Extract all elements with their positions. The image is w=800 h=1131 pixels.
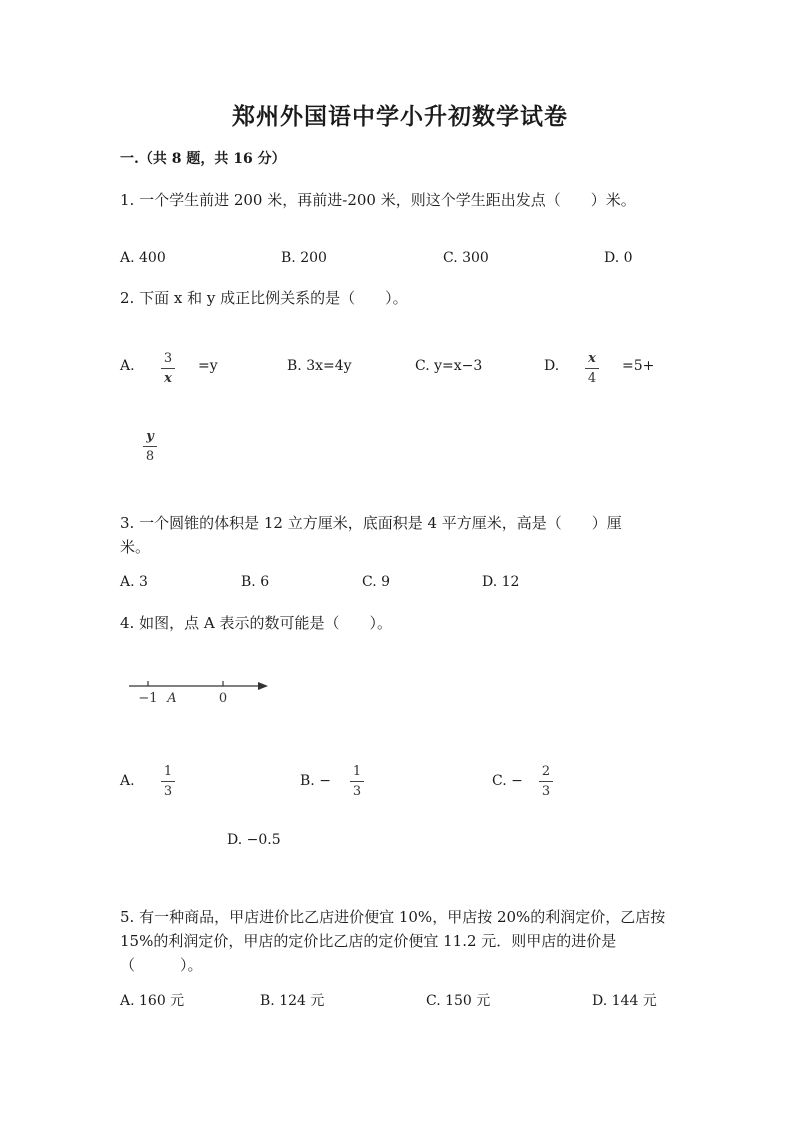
question-2-option-a-fraction [161,351,175,386]
question-2-option-c: C. y=x−3 [415,358,483,374]
fraction-bar [585,368,599,369]
question-4-text: 4. 如图，点 A 表示的数可能是（ ）。 [120,614,392,632]
fraction-numerator: 1 [163,764,173,779]
fraction-bar [539,781,553,782]
question-4-option-a-fraction [161,764,175,799]
question-4-option-c-fraction [539,764,553,799]
fraction-bar [143,446,157,447]
question-4-option-c-label: C. − [492,773,523,789]
question-5-option-b: B. 124 元 [260,993,325,1009]
question-2-option-d-fraction-2 [143,429,157,464]
question-1-text: 1. 一个学生前进 200 米，再前进-200 米，则这个学生距出发点（ ）米。 [120,191,636,209]
question-5-text-line-2: 15%的利润定价，甲店的定价比乙店的定价便宜 11.2 元．则甲店的进价是 [120,932,617,950]
question-2-option-d-tail: =5+ [622,358,655,374]
number-line-arrow [258,682,268,690]
question-2-option-d-fraction [585,351,599,386]
fraction-numerator: y [146,429,154,444]
fraction-denominator: 3 [541,784,551,799]
question-1-option-d: D. 0 [604,250,633,266]
question-1-option-c: C. 300 [443,250,489,266]
question-3-option-b: B. 6 [241,574,270,590]
fraction-numerator: 2 [541,764,551,779]
fraction-numerator: 1 [352,764,362,779]
fraction-denominator: 3 [163,784,173,799]
question-1-option-a: A. 400 [120,250,166,266]
question-4-option-b-fraction [350,764,364,799]
question-5-option-c: C. 150 元 [426,993,491,1009]
fraction-bar [350,781,364,782]
question-2-option-b: B. 3x=4y [287,358,352,374]
fraction-denominator: x [164,371,172,386]
number-line-label-zero: 0 [218,691,228,706]
question-4-option-b-label: B. − [300,773,331,789]
question-4-option-d: D. −0.5 [227,832,281,848]
page-title: 郑州外国语中学小升初数学试卷 [232,103,568,130]
question-5-text-line-1: 5. 有一种商品，甲店进价比乙店进价便宜 10%，甲店按 20%的利润定价，乙店按 [120,908,666,926]
question-3-option-c: C. 9 [362,574,391,590]
question-3-option-d: D. 12 [482,574,520,590]
fraction-bar [161,781,175,782]
fraction-denominator: 4 [587,371,597,386]
number-line-label-minus-one: −1 [138,691,158,706]
question-3-text-line-2: 米。 [120,538,151,556]
section-heading: 一.（共 8 题，共 16 分） [120,151,286,167]
fraction-bar [161,368,175,369]
question-5-option-d: D. 144 元 [592,993,657,1009]
question-2-option-d-label: D. [544,358,560,374]
question-2-option-a-tail: =y [198,358,218,374]
number-line-label-a: A [167,691,177,706]
question-5-text-line-3: （ ）。 [120,956,203,974]
number-line-figure [126,674,276,714]
question-3-option-a: A. 3 [120,574,148,590]
question-1-option-b: B. 200 [281,250,327,266]
question-5-option-a: A. 160 元 [120,993,185,1009]
question-3-text-line-1: 3. 一个圆锥的体积是 12 立方厘米，底面积是 4 平方厘米，高是（ ）厘 [120,514,622,532]
fraction-numerator: 3 [163,351,173,366]
fraction-denominator: 3 [352,784,362,799]
question-4-option-a-label: A. [120,773,135,789]
question-2-option-a-label: A. [120,358,135,374]
question-2-text: 2. 下面 x 和 y 成正比例关系的是（ ）。 [120,289,408,307]
fraction-denominator: 8 [145,449,155,464]
fraction-numerator: x [588,351,596,366]
